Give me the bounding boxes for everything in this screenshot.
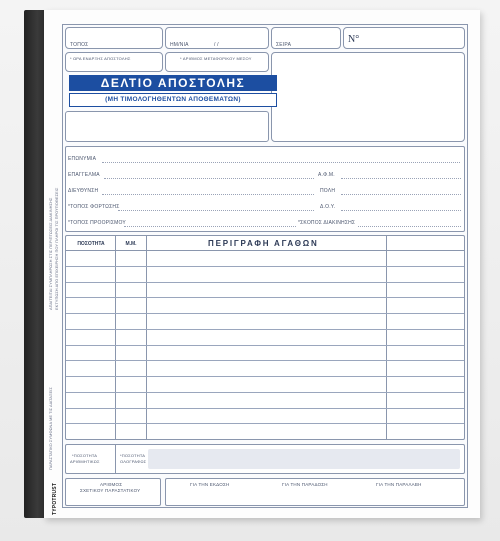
number-field[interactable]: [343, 27, 465, 49]
qty-text-label-1: *ΠΟΣΟΤΗΤΑ: [120, 453, 146, 458]
date-separators: / /: [214, 42, 219, 48]
signature-received-label: ΓΙΑ ΤΗΝ ΠΑΡΑΛΑΒΗ: [376, 482, 422, 487]
table-row-line: [66, 282, 464, 283]
series-label: ΣΕΙΡΑ: [276, 42, 292, 48]
related-document-box[interactable]: [65, 478, 161, 506]
side-margin-text-3: ΠΑΡΑΣΤΑΤΙΚΟ ΣΥΜΦΩΝΑ ΜΕ ΤΙΣ ΔΙΑΤΑΞΕΙΣ: [48, 387, 53, 470]
document-title: ΔΕΛΤΙΟ ΑΠΟΣΤΟΛΗΣ: [69, 75, 277, 91]
quantity-column-header: ΠΟΣΟΤΗΤΑ: [77, 241, 105, 247]
city-label: ΠΟΛΗ: [320, 188, 336, 194]
series-field[interactable]: [271, 27, 341, 49]
table-row-line: [66, 408, 464, 409]
brand-logo: TYPOTRUST: [52, 482, 58, 515]
name-label: ΕΠΩΝΥΜΙΑ: [68, 156, 97, 162]
totals-block: [65, 444, 465, 474]
doy-label: Δ.Ο.Υ.: [320, 204, 336, 210]
date-label: ΗΜ/ΝΙΑ: [170, 42, 189, 48]
address-label: ΔΙΕΥΘΥΝΣΗ: [68, 188, 99, 194]
form-sheet: [44, 10, 480, 518]
document-subtitle: (ΜΗ ΤΙΜΟΛΟΓΗΘΕΝΤΩΝ ΑΠΟΘΕΜΑΤΩΝ): [69, 93, 277, 107]
start-time-label: * ΩΡΑ ΕΝΑΡΞΗΣ ΑΠΟΣΤΟΛΗΣ: [70, 56, 131, 61]
vehicle-number-label: * ΑΡΙΘΜΟΣ ΜΕΤΑΦΟΡΙΚΟΥ ΜΕΣΟΥ: [180, 56, 252, 61]
loading-place-label: *ΤΟΠΟΣ ΦΟΡΤΩΣΗΣ: [68, 204, 120, 210]
unit-column-header: Μ.Μ.: [125, 241, 137, 247]
table-row-line: [66, 376, 464, 377]
qty-numeric-label-1: *ΠΟΣΟΤΗΤΑ: [72, 453, 98, 458]
side-margin-text-1: ΑΠΑΙΤΕΙΤΑΙ ΣΥΜΠΛΗΡΩΣΗ ΣΤΙΣ ΠΕΡΙΠΤΩΣΕΙΣ ΔΙΑΚΙΝΗΣΗΣ: [48, 197, 53, 310]
qty-in-words-field[interactable]: [148, 449, 460, 469]
topos-label: ΤΟΠΟΣ: [70, 42, 89, 48]
table-row-line: [66, 423, 464, 424]
destination-label: *ΤΟΠΟΣ ΠΡΟΟΡΙΣΜΟΥ: [68, 220, 126, 226]
signatures-box: [165, 478, 465, 506]
table-row-line: [66, 329, 464, 330]
title-extra-box: [65, 111, 269, 142]
vehicle-number-field[interactable]: [165, 52, 269, 72]
table-row-line: [66, 360, 464, 361]
delivery-note-form: [62, 24, 468, 508]
purpose-label: *ΣΚΟΠΟΣ ΔΙΑΚΙΝΗΣΗΣ: [298, 220, 356, 226]
date-field[interactable]: [165, 27, 269, 49]
customer-block: [65, 146, 465, 232]
related-doc-label-1: ΑΡΙΘΜΟΣ: [100, 482, 123, 487]
side-margin-text-2: ΕΚΤΥΠΩΣΗ ΑΠΟ ΕΠΙΧΕΙΡΗΣΗ ΠΟΥ ΠΛΗΡΟΙ ΤΙΣ ΠΡΟΫΠΟΘΕΣΕΙΣ: [54, 187, 59, 310]
signature-delivered-label: ΓΙΑ ΤΗΝ ΠΑΡΑΔΟΣΗ: [282, 482, 328, 487]
topos-field[interactable]: [65, 27, 163, 49]
table-row-line: [66, 297, 464, 298]
goods-table: [65, 235, 465, 440]
number-label: Ν°: [348, 34, 360, 45]
start-time-field[interactable]: [65, 52, 163, 72]
related-doc-label-2: ΣΧΕΤΙΚΟΥ ΠΑΡΑΣΤΑΤΙΚΟΥ: [80, 488, 141, 493]
qty-text-label-2: ΟΛΟΓΡΑΦΩΣ: [120, 459, 147, 464]
table-row-line: [66, 266, 464, 267]
signature-issued-label: ΓΙΑ ΤΗΝ ΕΚΔΟΣΗ: [190, 482, 230, 487]
table-row-line: [66, 313, 464, 314]
profession-label: ΕΠΑΓΓΕΛΜΑ: [68, 172, 100, 178]
table-row-line: [66, 345, 464, 346]
description-column-header: ΠΕΡΙΓΡΑΦΗ ΑΓΑΘΩΝ: [208, 239, 319, 248]
qty-numeric-label-2: ΑΡΙΘΜΗΤΙΚΩΣ: [70, 459, 100, 464]
issuer-stamp-box: [271, 52, 465, 142]
afm-label: Α.Φ.Μ.: [318, 172, 335, 178]
table-row-line: [66, 392, 464, 393]
